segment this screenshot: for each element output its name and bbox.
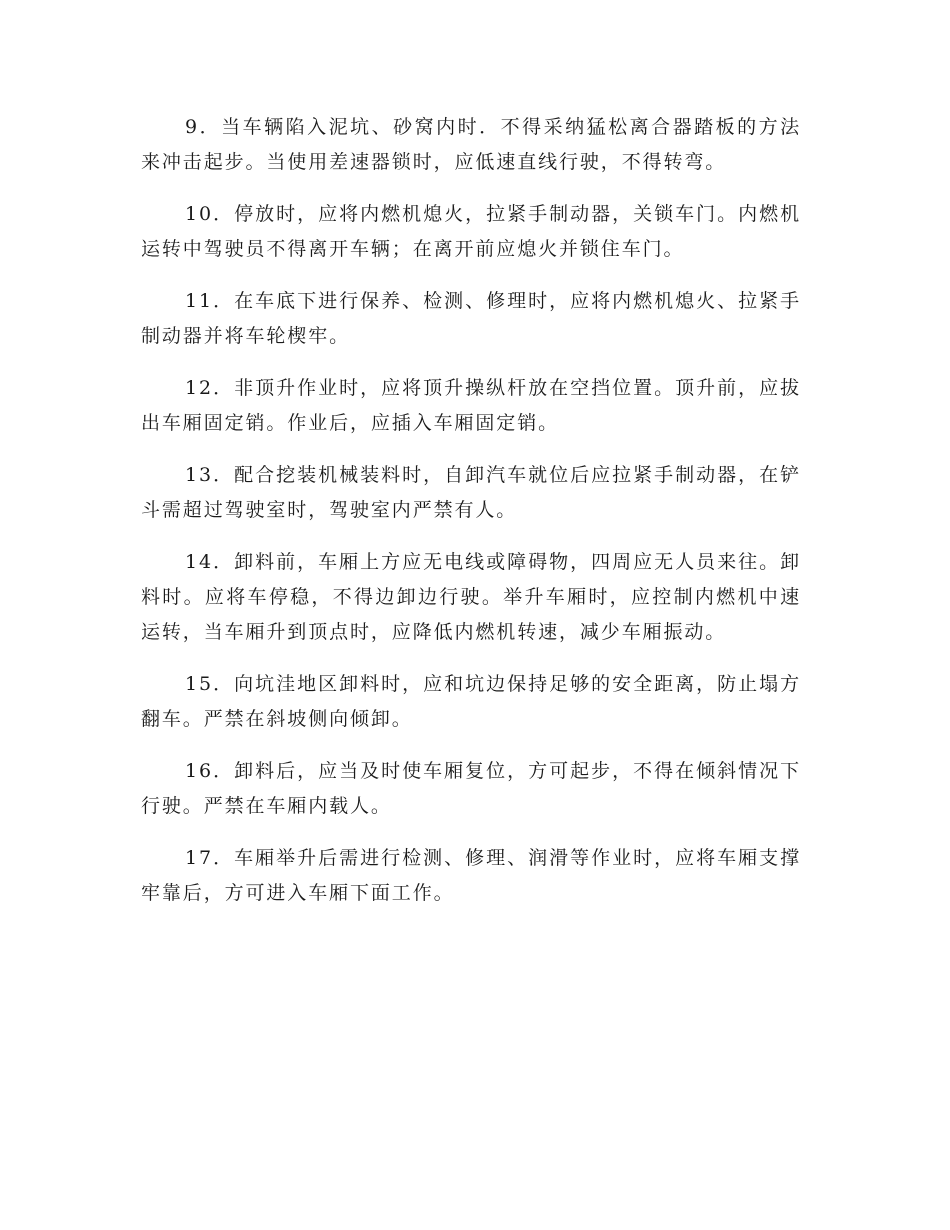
paragraph-item-15: 15．向坑洼地区卸料时，应和坑边保持足够的安全距离，防止塌方翻车。严禁在斜坡侧向倾卸。 bbox=[141, 673, 801, 730]
paragraph-item-14: 14．卸料前，车厢上方应无电线或障碍物，四周应无人员来往。卸料时。应将车停稳，不得边卸边行驶。举升车厢时，应控制内燃机中速运转，当车厢升到顶点时，应降低内燃机转速，减少车厢振动。 bbox=[141, 551, 801, 643]
paragraph-item-13: 13．配合挖装机械装料时，自卸汽车就位后应拉紧手制动器，在铲斗需超过驾驶室时，驾驶室内严禁有人。 bbox=[141, 464, 801, 521]
paragraph-item-9: 9．当车辆陷入泥坑、砂窝内时．不得采纳猛松离合器踏板的方法来冲击起步。当使用差速器锁时，应低速直线行驶，不得转弯。 bbox=[141, 116, 801, 173]
paragraph-item-12: 12．非顶升作业时，应将顶升操纵杆放在空挡位置。顶升前，应拔出车厢固定销。作业后，应插入车厢固定销。 bbox=[141, 377, 801, 434]
document-body bbox=[141, 110, 801, 928]
paragraph-item-11: 11．在车底下进行保养、检测、修理时，应将内燃机熄火、拉紧手制动器并将车轮楔牢。 bbox=[141, 290, 801, 347]
paragraph-item-17: 17．车厢举升后需进行检测、修理、润滑等作业时，应将车厢支撑牢靠后，方可进入车厢下面工作。 bbox=[141, 847, 801, 904]
paragraph-item-10: 10．停放时，应将内燃机熄火，拉紧手制动器，关锁车门。内燃机运转中驾驶员不得离开车辆；在离开前应熄火并锁住车门。 bbox=[141, 203, 801, 260]
paragraph-item-16: 16．卸料后，应当及时使车厢复位，方可起步，不得在倾斜情况下行驶。严禁在车厢内载人。 bbox=[141, 760, 801, 817]
